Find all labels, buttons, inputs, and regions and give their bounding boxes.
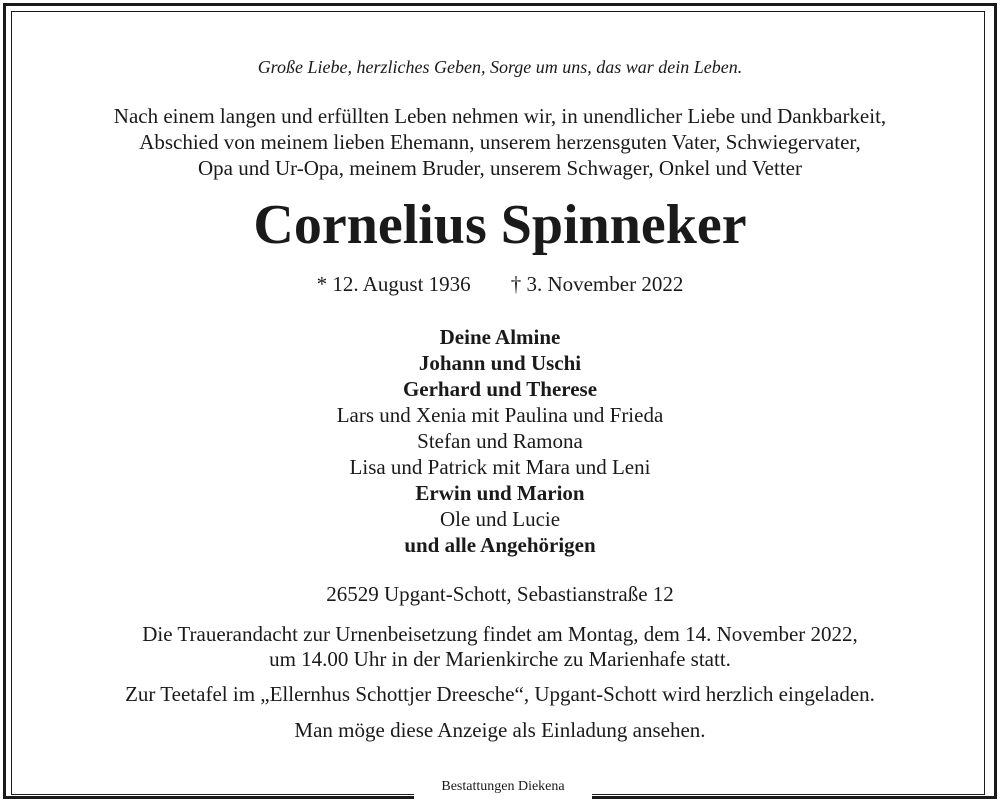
mourner-line: Gerhard und Therese xyxy=(402,377,598,401)
deceased-name: Cornelius Spinneker xyxy=(253,194,747,256)
intro-line-2: Abschied von meinem lieben Ehemann, unserem herzensguten Vater, Schwiegervater, xyxy=(139,130,861,154)
invitation-note: Man möge diese Anzeige als Einladung ansehen. xyxy=(294,718,706,742)
funeral-home-credit: Bestattungen Diekena xyxy=(414,775,592,799)
life-dates xyxy=(0,272,1000,297)
birth-date: * 12. August 1936 xyxy=(316,272,471,296)
mourner-line: Erwin und Marion xyxy=(415,481,585,505)
intro-line-3: Opa und Ur-Opa, meinem Bruder, unserem Schwager, Onkel und Vetter xyxy=(197,156,802,180)
mourner-line: Ole und Lucie xyxy=(439,507,561,531)
mourner-line: Stefan und Ramona xyxy=(417,429,583,453)
intro-line-1: Nach einem langen und erfüllten Leben nehmen wir, in unendlicher Liebe und Dankbarkeit, xyxy=(113,104,887,128)
mourner-line: und alle Angehörigen xyxy=(404,533,596,557)
mourner-line: Deine Almine xyxy=(439,325,561,349)
mourner-line: Lars und Xenia mit Paulina und Frieda xyxy=(336,403,664,427)
ceremony-line-1: Die Trauerandacht zur Urnenbeisetzung findet am Montag, dem 14. November 2022, xyxy=(142,622,858,646)
mourner-line: Johann und Uschi xyxy=(418,351,582,375)
motto: Große Liebe, herzliches Geben, Sorge um uns, das war dein Leben. xyxy=(257,57,743,77)
tea-invitation: Zur Teetafel im „Ellernhus Schottjer Dreesche“, Upgant-Schott wird herzlich eingeladen. xyxy=(125,682,875,706)
mourner-line: Lisa und Patrick mit Mara und Leni xyxy=(349,455,651,479)
address: 26529 Upgant-Schott, Sebastianstraße 12 xyxy=(326,582,674,606)
death-date: † 3. November 2022 xyxy=(510,272,684,296)
ceremony-line-2: um 14.00 Uhr in der Marienkirche zu Marienhafe statt. xyxy=(269,647,731,671)
